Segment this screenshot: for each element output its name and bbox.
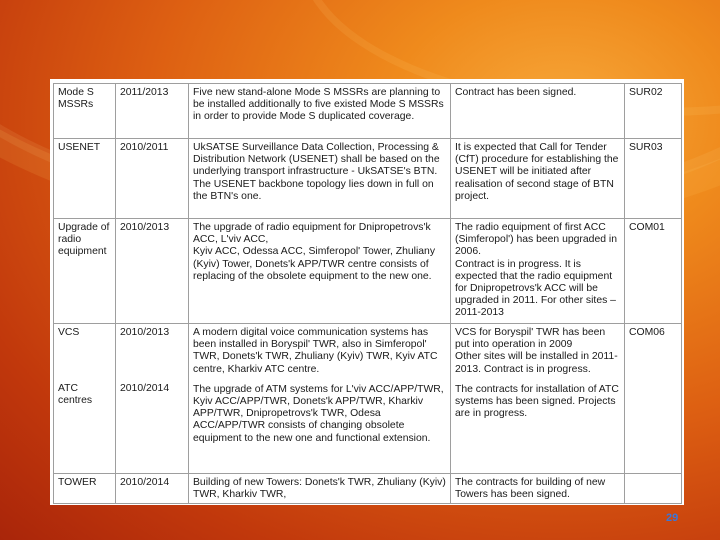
project-period: 2010/2011 xyxy=(116,139,189,219)
project-name: VCS ATC centres xyxy=(54,324,116,474)
table-row xyxy=(54,139,682,219)
page-number: 29 xyxy=(666,512,679,524)
table-row xyxy=(54,84,682,139)
project-description: Five new stand-alone Mode S MSSRs are planning to be installed additionally to five existed Mode S MSSRs in order to provide Mode S duplicated coverage. xyxy=(189,84,451,139)
project-status: It is expected that Call for Tender (CfT) procedure for establishing the USENET will be initiated after realisation of second stage of BTN project. xyxy=(451,139,625,219)
project-name: Mode S MSSRs xyxy=(54,84,116,139)
project-code: SUR02 xyxy=(625,84,682,139)
project-code: COM01 xyxy=(625,219,682,324)
project-status: Contract has been signed. xyxy=(451,84,625,139)
project-status: The radio equipment of first ACC (Simferopol') has been upgraded in 2006. Contract is in progress. It is expected that the radio equipment for Dnipropetrovs'k ACC will be upgraded in 2011. For other sites – 2011-2013 xyxy=(451,219,625,324)
project-status: The contracts for building of new Towers has been signed. xyxy=(451,474,625,504)
table-row xyxy=(54,324,682,474)
table-row xyxy=(54,219,682,324)
project-status: VCS for Boryspil' TWR has been put into operation in 2009 Other sites will be installed in 2011-2013. Contract is in progress. The contracts for installation of ATC systems has been signed. Projects are in progress. xyxy=(451,324,625,474)
project-name: USENET xyxy=(54,139,116,219)
project-description: The upgrade of radio equipment for Dnipropetrovs'k ACC, L'viv ACC, Kyiv ACC, Odessa ACC, Simferopol' Tower, Zhuliany (Kyiv) Tower, Donets'k APP/TWR centre consists of replacing of the obsolete equipment to the new one. xyxy=(189,219,451,324)
project-period: 2010/2013 2010/2014 xyxy=(116,324,189,474)
project-name: TOWER xyxy=(54,474,116,504)
project-table xyxy=(53,83,682,504)
project-description: UkSATSE Surveillance Data Collection, Processing & Distribution Network (USENET) shall be based on the underlying transport infrastructure - UkSATSE's BTN. The USENET backbone topology lies down in full on the BTN's one. xyxy=(189,139,451,219)
project-period: 2010/2014 xyxy=(116,474,189,504)
project-description: A modern digital voice communication systems has been installed in Boryspil' TWR, also in Simferopol' TWR, Donets'k TWR, Zhuliany (Kyiv) TWR, Kyiv ATC centre, Kharkiv ATC centre. The upgrade of ATM systems for L'viv ACC/APP/TWR, Kyiv ACC/APP/TWR, Donets'k APP/TWR, Kharkiv APP/TWR, Dnipropetrovs'k TWR, Odesa ACC/APP/TWR consists of changing obsolete equipment to the new one and functional extension. xyxy=(189,324,451,474)
project-table-panel xyxy=(50,79,684,505)
project-description: Building of new Towers: Donets'k TWR, Zhuliany (Kyiv) TWR, Kharkiv TWR, xyxy=(189,474,451,504)
project-code: COM06 xyxy=(625,324,682,474)
project-code: SUR03 xyxy=(625,139,682,219)
project-period: 2011/2013 xyxy=(116,84,189,139)
project-code xyxy=(625,474,682,504)
project-name: Upgrade of radio equipment xyxy=(54,219,116,324)
table-row xyxy=(54,474,682,504)
project-period: 2010/2013 xyxy=(116,219,189,324)
